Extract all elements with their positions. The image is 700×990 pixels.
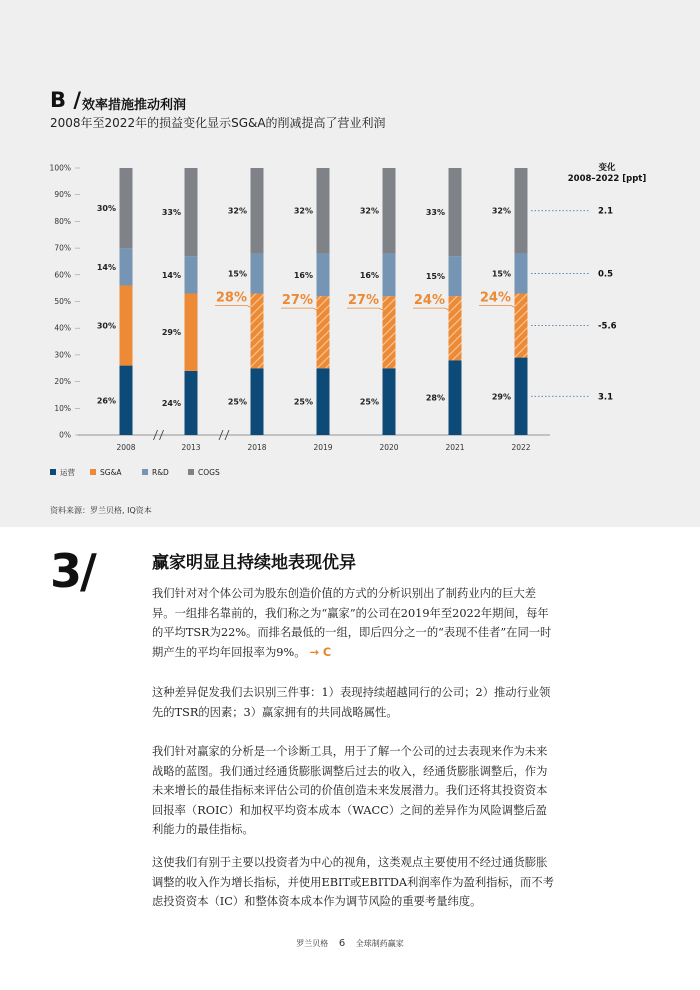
data-label: 15% — [491, 269, 511, 279]
y-tick-label: 30% — [54, 350, 71, 360]
data-label: 25% — [359, 397, 379, 407]
data-label: 14% — [161, 270, 181, 280]
data-label: 32% — [293, 206, 313, 216]
y-tick-label: 0% — [59, 430, 71, 440]
change-header: 2008–2022 [ppt] — [567, 174, 647, 184]
legend-swatch — [188, 469, 194, 475]
bar-segment — [515, 253, 528, 293]
data-label: 27% — [281, 293, 313, 309]
data-label: 25% — [227, 397, 247, 407]
data-label: 14% — [96, 262, 116, 272]
paragraph-1 — [152, 584, 554, 662]
x-tick-label: 2018 — [247, 443, 267, 452]
bar-segment — [120, 168, 133, 248]
x-tick-label: 2019 — [313, 443, 333, 452]
legend-swatch — [90, 469, 96, 475]
data-label: 16% — [293, 270, 313, 280]
footer-brand: 罗兰贝格 — [296, 939, 329, 948]
data-label: 24% — [413, 293, 445, 309]
bar-segment — [185, 256, 198, 293]
bar-segment — [317, 253, 330, 296]
x-tick-label: 2008 — [116, 443, 136, 452]
data-label: 24% — [479, 290, 511, 306]
bar-segment — [185, 371, 198, 435]
data-label: 30% — [96, 321, 116, 331]
x-tick-label: 2020 — [379, 443, 399, 452]
data-label: 32% — [491, 206, 511, 216]
bar-segment — [449, 256, 462, 296]
change-value: 2.1 — [598, 206, 614, 217]
bar-segment — [185, 168, 198, 256]
stacked-bar-chart — [0, 150, 700, 490]
y-tick-label: 60% — [54, 270, 71, 280]
legend-label: R&D — [152, 468, 169, 477]
bar-segment — [383, 168, 396, 253]
bar-segment — [120, 285, 133, 365]
bar-segment — [317, 296, 330, 368]
legend-swatch — [50, 469, 56, 475]
bar-segment — [515, 293, 528, 357]
x-tick-label: 2013 — [181, 443, 201, 452]
data-label: 15% — [425, 272, 445, 282]
page-footer — [0, 938, 700, 949]
source-note: 资料来源：罗兰贝格, IQ资本 — [50, 506, 152, 515]
y-tick-label: 50% — [54, 297, 71, 306]
bar-segment — [120, 248, 133, 285]
y-tick-label: 40% — [54, 323, 71, 333]
bar-segment — [317, 368, 330, 435]
bar-segment — [449, 296, 462, 360]
change-value: 0.5 — [598, 269, 614, 280]
page-number: 6 — [338, 938, 346, 949]
data-label: 28% — [215, 290, 247, 306]
data-label: 30% — [96, 204, 116, 214]
legend-label: SG&A — [100, 468, 122, 477]
y-tick-label: 70% — [54, 243, 71, 253]
paragraph-3: 我们针对赢家的分析是一个诊断工具，用于了解一个公司的过去表现来作为未来战略的蓝图。我们通过经通货膨胀调整后过去的收入，经通货膨胀调整后，作为未来增长的最佳指标来评估公司的价值创造未来发展潜力。我们还将其投资资本回报率（ROIC）和加权平均资本成本（WACC）之间的差异作为风险调整后盈利能力的最佳指标。 — [152, 745, 548, 836]
bar-segment — [185, 293, 198, 370]
bar-segment — [515, 358, 528, 435]
data-label: 29% — [491, 392, 511, 402]
change-value: 3.1 — [598, 392, 614, 403]
section-3-title: 赢家明显且持续地表现优异 — [152, 553, 356, 573]
data-label: 33% — [425, 208, 445, 218]
bar-segment — [383, 368, 396, 435]
bar-segment — [251, 368, 264, 435]
y-tick-label: 80% — [54, 216, 71, 226]
ref-link-c[interactable]: → C — [309, 645, 332, 659]
footer-report-title: 全球制药赢家 — [355, 939, 404, 948]
y-tick-label: 100% — [49, 163, 71, 173]
bar-segment — [449, 360, 462, 435]
paragraph-2: 这种差异促发我们去识别三件事：1）表现持续超越同行的公司；2）推动行业领先的TSR的因素；3）赢家拥有的共同战略属性。 — [152, 686, 551, 719]
change-value: -5.6 — [598, 321, 617, 332]
data-label: 28% — [425, 393, 445, 403]
data-label: 27% — [347, 293, 379, 309]
bar-segment — [317, 168, 330, 253]
legend-swatch — [142, 469, 148, 475]
data-label: 26% — [96, 396, 116, 406]
bar-segment — [251, 253, 264, 293]
y-tick-label: 10% — [54, 403, 71, 413]
bar-segment — [251, 293, 264, 368]
bar-segment — [383, 253, 396, 296]
bar-segment — [449, 168, 462, 256]
bar-segment — [515, 168, 528, 253]
legend-label: COGS — [198, 468, 220, 477]
section-3-number: 3/ — [50, 544, 95, 598]
y-tick-label: 20% — [54, 377, 71, 387]
change-header: 变化 — [598, 163, 616, 173]
bar-segment — [383, 296, 396, 368]
data-label: 29% — [161, 328, 181, 338]
data-label: 25% — [293, 397, 313, 407]
section-b-label: B / — [50, 88, 81, 112]
paragraph-1-text: 我们针对对个体公司为股东创造价值的方式的分析识别出了制药业内的巨大差异。一组排名靠前的，我们称之为“赢家”的公司在2019年至2022年期间，每年的平均TSR为22%。而排名最低的一组，即后四分之一的“表现不佳者”在同一时期产生的平均年回报率为9%。 — [152, 587, 552, 659]
paragraph-4: 这使我们有别于主要以投资者为中心的视角，这类观点主要使用不经过通货膨胀调整的收入作为增长指标，并使用EBIT或EBITDA利润率作为盈利指标，而不考虑投资资本（IC）和整体资本成本作为调节风险的重要考量纬度。 — [152, 856, 554, 908]
section-b-title: 效率措施推动利润 — [82, 98, 187, 113]
legend-label: 运营 — [60, 468, 75, 477]
data-label: 16% — [359, 270, 379, 280]
data-label: 33% — [161, 208, 181, 218]
data-label: 32% — [227, 206, 247, 216]
y-tick-label: 90% — [54, 190, 71, 200]
x-tick-label: 2021 — [445, 443, 465, 452]
data-label: 32% — [359, 206, 379, 216]
bar-segment — [120, 366, 133, 435]
data-label: 15% — [227, 269, 247, 279]
x-tick-label: 2022 — [511, 443, 531, 452]
chart-subtitle: 2008年至2022年的损益变化显示SG&A的削减提高了营业利润 — [50, 116, 386, 130]
data-label: 24% — [161, 398, 181, 408]
bar-segment — [251, 168, 264, 253]
